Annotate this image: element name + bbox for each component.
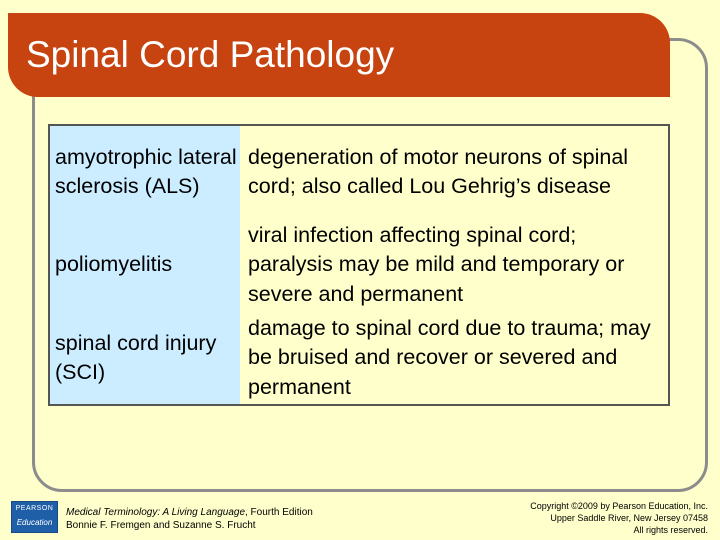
term-cell: spinal cord injury (SCI) (49, 312, 240, 405)
logo-bottom-text: Education (16, 518, 53, 527)
title-bar (8, 13, 670, 97)
slide-title: Spinal Cord Pathology (26, 34, 395, 75)
logo-top-text: PEARSON (15, 505, 54, 512)
copyright-line-1: Copyright ©2009 by Pearson Education, Inc. (530, 501, 708, 511)
copyright-line-3: All rights reserved. (633, 525, 708, 535)
table-row (49, 312, 669, 405)
definition-cell: damage to spinal cord due to trauma; may be bruised and recover or severed and permanent (240, 312, 669, 405)
footer-copyright (530, 500, 708, 536)
definition-cell: degeneration of motor neurons of spinal cord; also called Lou Gehrig’s disease (240, 125, 669, 218)
footer-citation (66, 506, 313, 532)
definition-cell: viral infection affecting spinal cord; paralysis may be mild and temporary or severe and permanent (240, 218, 669, 312)
book-edition: , Fourth Edition (245, 507, 313, 518)
term-cell: poliomyelitis (49, 218, 240, 312)
copyright-line-2: Upper Saddle River, New Jersey 07458 (550, 513, 708, 523)
table-row (49, 125, 669, 218)
citation-authors: Bonnie F. Fremgen and Suzanne S. Frucht (66, 520, 256, 531)
term-cell: amyotrophic lateral sclerosis (ALS) (49, 125, 240, 218)
citation-line-1 (66, 506, 313, 519)
pearson-logo (11, 501, 58, 533)
book-title: Medical Terminology: A Living Language (66, 507, 245, 518)
terms-table (48, 124, 670, 406)
table-row (49, 218, 669, 312)
